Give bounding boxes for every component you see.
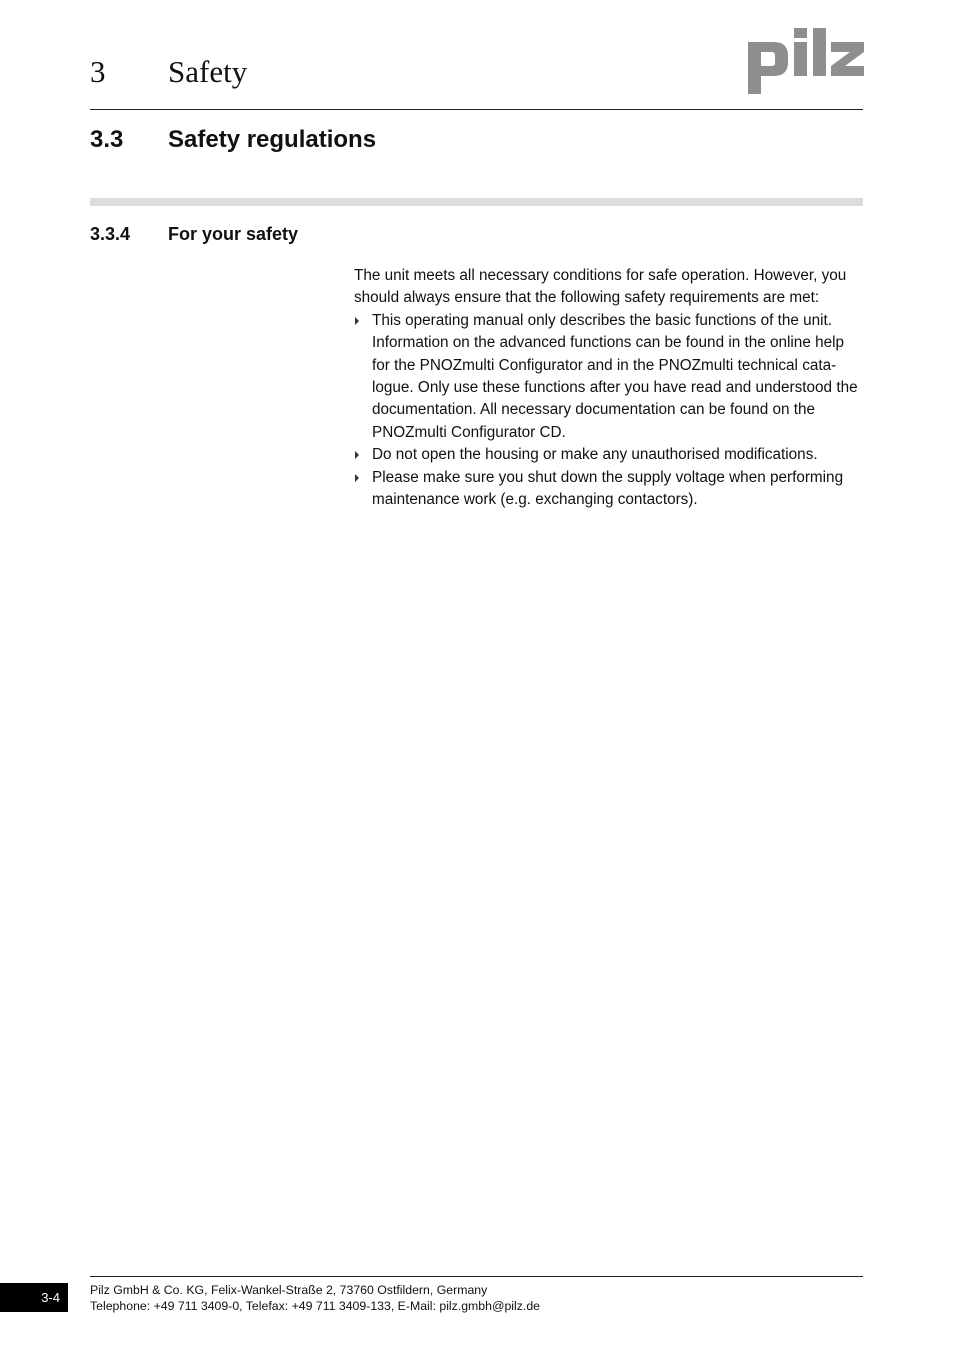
- footer-rule: [90, 1276, 863, 1277]
- header-rule: [90, 109, 863, 110]
- list-item: [354, 310, 866, 444]
- list-item-text: Do not open the housing or make any unauthorised modifications.: [372, 446, 818, 464]
- section-divider-bar: [90, 198, 863, 206]
- subsection-number: 3.3.4: [90, 224, 131, 244]
- pilz-logo: [748, 28, 864, 94]
- list-item: [354, 444, 866, 466]
- chapter-title: Safety: [168, 54, 248, 89]
- safety-requirements-list: [354, 310, 866, 512]
- body-text: [354, 265, 866, 511]
- list-item: [354, 467, 866, 512]
- section-title: Safety regulations: [168, 126, 377, 153]
- page-number: 3-4: [0, 1283, 68, 1312]
- intro-paragraph: The unit meets all necessary conditions for safe operation. However, you should always ensure that the following safety requirements are met:: [354, 267, 847, 307]
- list-item-text: This operating manual only describes the basic functions of the unit. Information on the advanced functions can be found in the online help for the PNOZmulti Configurator and in the PNOZmulti technical cata-logue. Only use these functions after you have read and understood the documentation. All necessary documentation can be found on the PNOZmulti Configurator CD.: [372, 311, 858, 441]
- triangle-bullet-icon: [355, 451, 359, 459]
- subsection-title: For your safety: [168, 224, 299, 244]
- section-number: 3.3: [90, 126, 124, 153]
- triangle-bullet-icon: [355, 317, 359, 325]
- footer-address: Pilz GmbH & Co. KG, Felix-Wankel-Straße 2, 73760 Ostfildern, Germany: [90, 1283, 488, 1297]
- list-item-text: Please make sure you shut down the supply voltage when performing maintenance work (e.g. exchanging contactors).: [372, 468, 844, 509]
- triangle-bullet-icon: [355, 474, 359, 482]
- chapter-number: 3: [90, 54, 106, 89]
- footer-contact: Telephone: +49 711 3409-0, Telefax: +49 711 3409-133, E-Mail: pilz.gmbh@pilz.de: [90, 1299, 541, 1313]
